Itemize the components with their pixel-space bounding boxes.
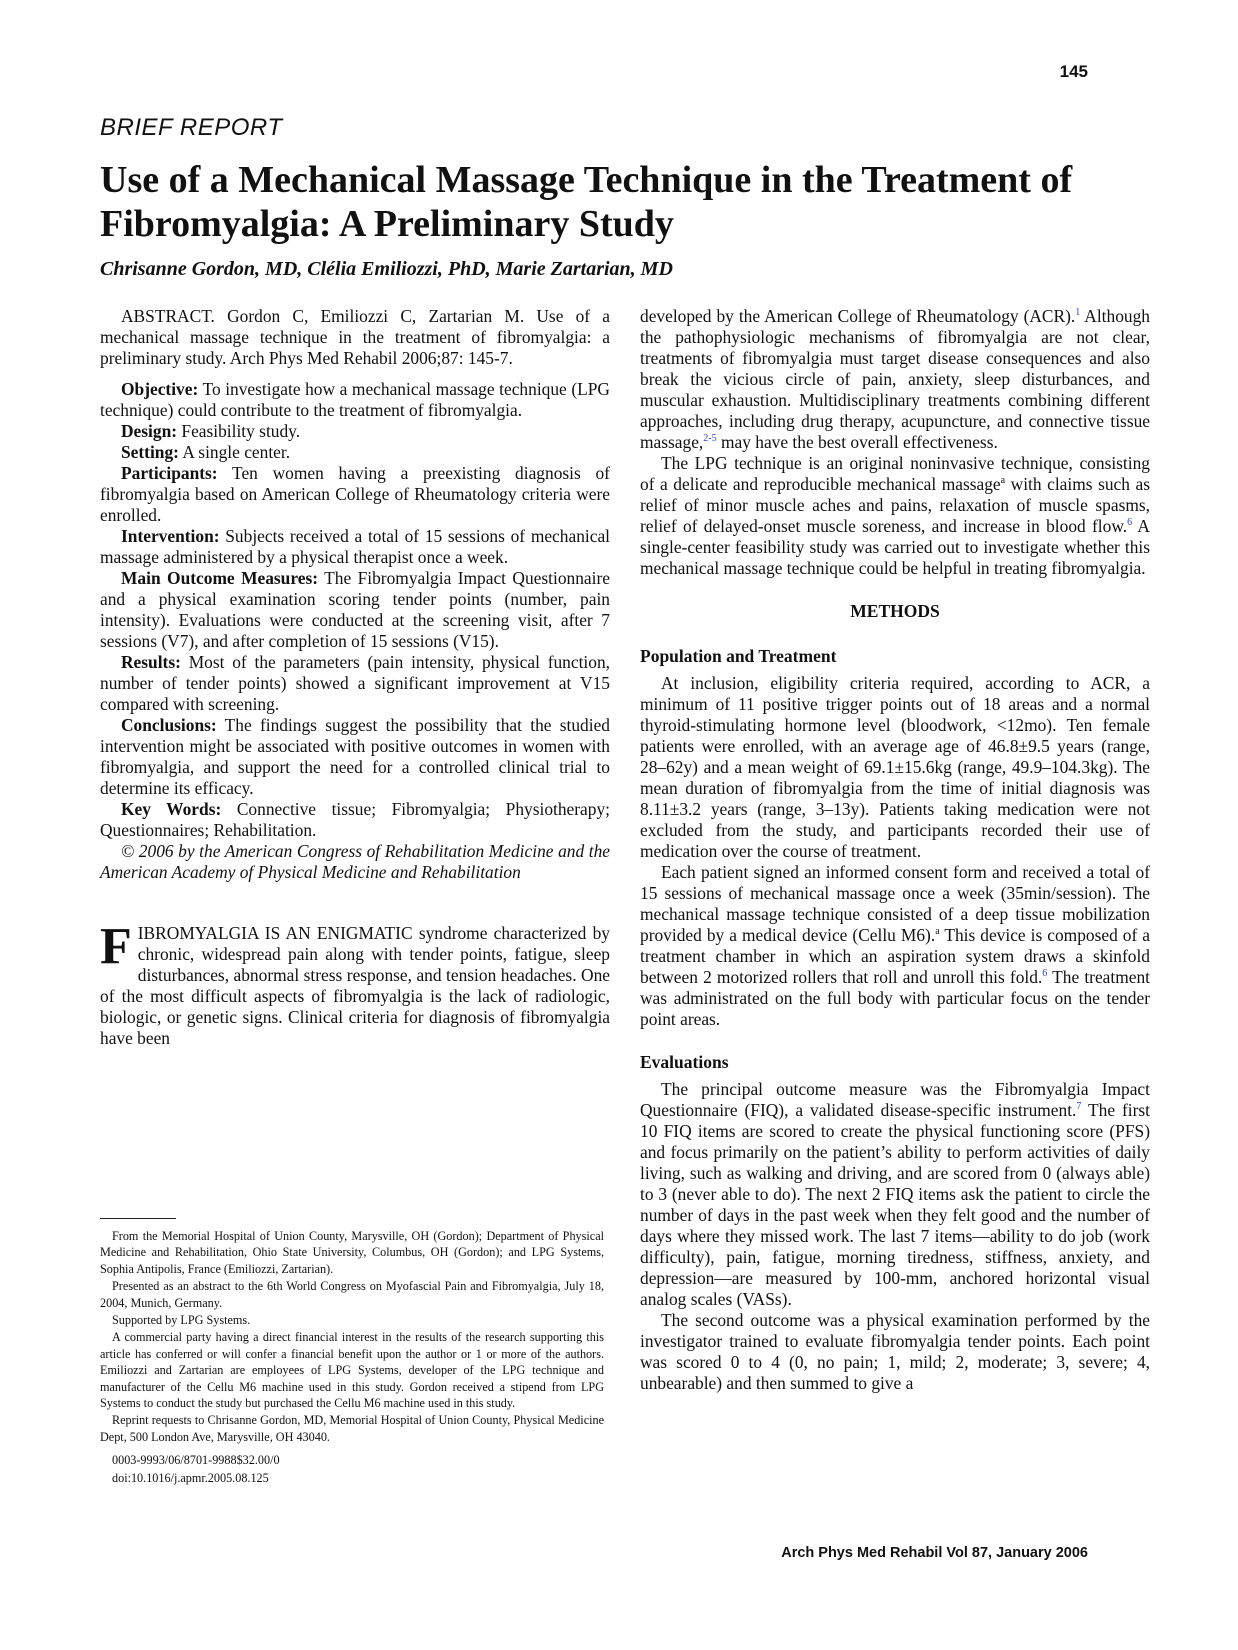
keywords-text: Connective tissue; Fibromyalgia; Physiotherapy; Questionnaires; Rehabilitation. — [100, 799, 610, 840]
outcomes-text: The Fibromyalgia Impact Questionnaire and a physical examination scoring tender points (number, pain intensity). Evaluations were conducted at the screening visit, after 7 sessions (V7), and after completion of 15 sessions (V15). — [100, 568, 610, 651]
evaluations-heading: Evaluations — [640, 1052, 729, 1072]
results-label: Results: — [121, 652, 181, 672]
doi-code[interactable]: doi:10.1016/j.apmr.2005.08.125 — [112, 1470, 269, 1485]
abstract-intervention — [100, 526, 610, 568]
article-title: Use of a Mechanical Massage Technique in the Treatment of Fibromyalgia: A Preliminary Study — [100, 159, 1073, 245]
right-column — [640, 306, 1150, 1394]
abstract-participants — [100, 463, 610, 526]
text-run: This device is composed of a treatment chamber in which an aspiration system draws a skinfold between 2 motorized rollers that roll and unroll this fold. — [640, 925, 1151, 987]
participants-text: Ten women having a preexisting diagnosis of fibromyalgia based on American College of Rheumatology criteria were enrolled. — [100, 463, 610, 525]
abstract-setting — [100, 442, 610, 463]
reference-link[interactable]: 6 — [1127, 517, 1133, 529]
copyright-notice: © 2006 by the American Congress of Rehabilitation Medicine and the American Academy of Physical Medicine and Rehabilitation — [100, 841, 610, 882]
footnote-supported: Supported by LPG Systems. — [112, 1313, 251, 1328]
outcomes-label: Main Outcome Measures: — [121, 568, 319, 588]
reference-link[interactable]: 6 — [1042, 968, 1048, 980]
body-paragraph: The second outcome was a physical examination performed by the investigator trained to evaluate fibromyalgia tender points. Each point was scored 0 to 4 (0, no pain; 1, mild; 2, moderate; 3, severe; 4, unbearable) and then summed to give a — [640, 1310, 1150, 1393]
text-run: Although the pathophysiologic mechanisms of fibromyalgia are not clear, treatments of fibromyalgia must target disease consequences and also break the vicious circle of pain, anxiety, sleep disturbances, and muscular exhaustion. Multidisciplinary treatments combining different approaches, including drug therapy, acupuncture, and connective tissue massage, — [640, 306, 1150, 452]
text-run: The first 10 FIQ items are scored to create the physical functioning score (PFS) and focus primarily on the patient’s ability to perform activities of daily living, such as walking and driving, and are scored from 0 (always able) to 3 (never able to do). The next 2 FIQ items ask the patient to circle the number of days in the past week when they felt good and the number of days where they missed work. The last 7 items—ability to do job (work difficulty), pain, fatigue, morning tiredness, stiffness, anxiety, and depression—are measured by 100-mm, anchored horizontal visual analog scales (VASs). — [640, 1100, 1150, 1309]
text-run: may have the best overall effectiveness. — [716, 432, 998, 452]
footnote-commercial: A commercial party having a direct financial interest in the results of the research supporting this article has conferred or will confer a financial benefit upon the author or 1 or more of the authors. Emiliozzi and Zartarian are employees of LPG Systems, developer of the LPG technique and manufacturer of the Cellu M6 machine used in this study. Gordon received a stipend from LPG Systems to conduct the study but purchased the Cellu M6 machine used in this study. — [100, 1330, 604, 1411]
page-number: 145 — [1059, 62, 1088, 81]
participants-label: Participants: — [121, 463, 218, 483]
issn-code: 0003-9993/06/8701-9988$32.00/0 — [112, 1453, 280, 1468]
drop-cap: F — [100, 918, 132, 975]
setting-label: Setting: — [121, 442, 179, 462]
objective-text: To investigate how a mechanical massage technique (LPG technique) could contribute to the treatment of fibromyalgia. — [100, 379, 610, 420]
body-paragraph — [640, 453, 1150, 579]
author-list: Chrisanne Gordon, MD, Clélia Emiliozzi, PhD, Marie Zartarian, MD — [100, 258, 673, 280]
keywords-label: Key Words: — [121, 799, 222, 819]
text-run: A single-center feasibility study was carried out to investigate whether this mechanical massage technique could be helpful in treating fibromyalgia. — [640, 516, 1150, 578]
left-column — [100, 306, 610, 1049]
abstract-design — [100, 421, 610, 442]
conclusions-label: Conclusions: — [121, 715, 217, 735]
intro-lead: IBROMYALGIA IS AN ENIGMATIC — [137, 923, 413, 943]
intervention-text: Subjects received a total of 15 sessions of mechanical massage administered by a physical therapist once a week. — [100, 526, 610, 567]
body-paragraph: At inclusion, eligibility criteria required, according to ACR, a minimum of 11 positive trigger points out of 18 areas and a normal thyroid-stimulating hormone level (bloodwork, <12mo). Ten female patients were enrolled, with an average age of 46.8±9.5 years (range, 28–62y) and a mean weight of 69.1±15.6kg (range, 49.9–104.3kg). The mean duration of fibromyalgia from the time of initial diagnosis was 8.11±3.2 years (range, 3–13y). Patients taking medication were not excluded from the study, and participants recorded their use of medication over the course of treatment. — [640, 673, 1150, 861]
text-run: The LPG technique is an original noninvasive technique, consisting of a delicate and reproducible mechanical massage — [640, 453, 1150, 494]
footnote-reprint: Reprint requests to Chrisanne Gordon, MD, Memorial Hospital of Union County, Physical Medicine Dept, 500 London Ave, Marysville, OH 43040. — [100, 1413, 604, 1444]
reference-link[interactable]: 7 — [1076, 1101, 1082, 1113]
footnote-divider — [100, 1218, 176, 1219]
abstract-conclusions — [100, 715, 610, 799]
running-footer: Arch Phys Med Rehabil Vol 87, January 2006 — [781, 1545, 1088, 1561]
text-run: The treatment was administrated on the full body with particular focus on the tender point areas. — [640, 967, 1150, 1029]
design-label: Design: — [121, 421, 178, 441]
setting-text: A single center. — [182, 442, 291, 462]
text-run: developed by the American College of Rheumatology (ACR). — [640, 306, 1076, 326]
text-run: with claims such as relief of minor muscle aches and pains, relaxation of muscle spasms, relief of delayed-onset muscle soreness, and increase in blood flow. — [640, 474, 1150, 536]
conclusions-text: The findings suggest the possibility that the studied intervention might be associated with positive outcomes in women with fibromyalgia, and support the need for a controlled clinical trial to determine its efficacy. — [100, 715, 610, 798]
footnote-presented: Presented as an abstract to the 6th World Congress on Myofascial Pain and Fibromyalgia, July 18, 2004, Munich, Germany. — [100, 1279, 604, 1310]
body-paragraph — [640, 306, 1150, 453]
population-heading: Population and Treatment — [640, 646, 837, 666]
intervention-label: Intervention: — [121, 526, 220, 546]
intro-paragraph — [100, 918, 610, 1049]
intro-text: syndrome characterized by chronic, widespread pain along with tender points, fatigue, sleep disturbances, abnormal stress response, and tension headaches. One of the most difficult aspects of fibromyalgia is the lack of radiologic, biologic, or genetic signs. Clinical criteria for diagnosis of fibromyalgia have been — [100, 923, 610, 1048]
footnote-marker: a — [935, 926, 940, 938]
body-paragraph — [640, 1079, 1150, 1310]
body-paragraph — [640, 862, 1150, 1030]
section-label: BRIEF REPORT — [100, 114, 283, 141]
text-run: Each patient signed an informed consent form and received a total of 15 sessions of mechanical massage once a week (35min/session). The mechanical massage technique consisted of a deep tissue mobilization provided by a medical device (Cellu M6). — [640, 862, 1150, 945]
footnote-affiliation: From the Memorial Hospital of Union County, Marysville, OH (Gordon); Department of Physical Medicine and Rehabilitation, Ohio State University, Columbus, OH (Gordon); and LPG Systems, Sophia Antipolis, France (Emiliozzi, Zartarian). — [100, 1229, 604, 1276]
abstract-results — [100, 652, 610, 715]
methods-heading: METHODS — [850, 601, 940, 621]
footnotes — [100, 1228, 604, 1487]
abstract-outcomes — [100, 568, 610, 652]
objective-label: Objective: — [121, 379, 199, 399]
reference-link[interactable]: 2-5 — [703, 433, 717, 445]
abstract-objective — [100, 379, 610, 421]
design-text: Feasibility study. — [181, 421, 301, 441]
abstract-citation: ABSTRACT. Gordon C, Emiliozzi C, Zartarian M. Use of a mechanical massage technique in the treatment of fibromyalgia: a preliminary study. Arch Phys Med Rehabil 2006;87: 145-7. — [100, 306, 610, 368]
text-run: The principal outcome measure was the Fibromyalgia Impact Questionnaire (FIQ), a validated disease-specific instrument. — [640, 1079, 1150, 1120]
abstract-keywords — [100, 799, 610, 841]
results-text: Most of the parameters (pain intensity, physical function, number of tender points) showed a significant improvement at V15 compared with screening. — [100, 652, 610, 714]
reference-link[interactable]: 1 — [1075, 307, 1081, 319]
footnote-marker: a — [1000, 475, 1006, 487]
